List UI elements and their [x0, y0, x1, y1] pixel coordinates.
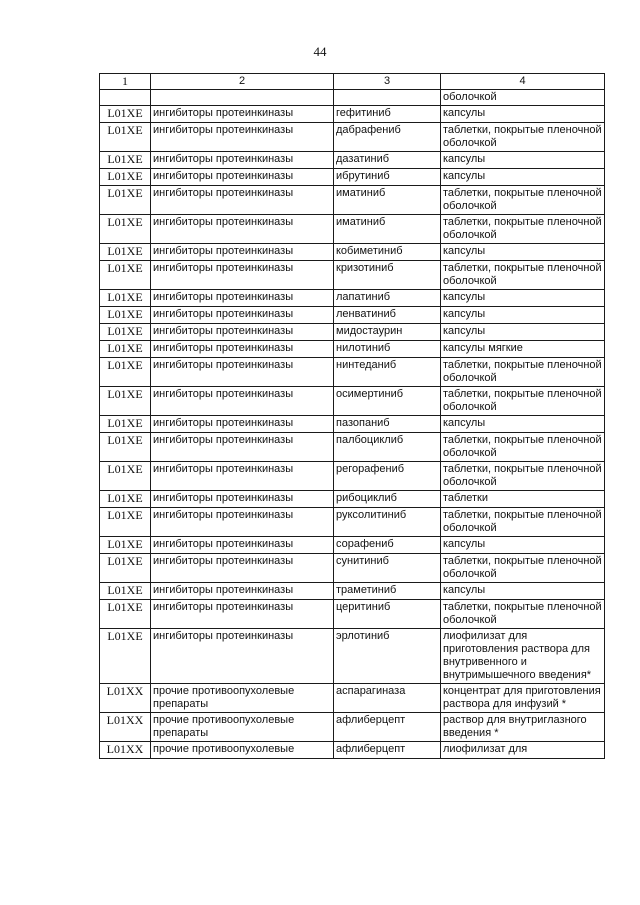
drug-name-cell: сорафениб: [334, 537, 441, 554]
dosage-form-cell: капсулы: [441, 152, 605, 169]
code-cell: L01XE: [100, 508, 151, 537]
group-cell: ингибиторы протеинкиназы: [151, 358, 334, 387]
dosage-form-cell: таблетки, покрытые пленочной оболочкой: [441, 186, 605, 215]
column-header: 4: [441, 74, 605, 90]
table-row: [100, 169, 605, 186]
table-row: [100, 90, 605, 106]
column-header: 3: [334, 74, 441, 90]
drug-name-cell: ленватиниб: [334, 307, 441, 324]
dosage-form-cell: капсулы: [441, 416, 605, 433]
table-row: [100, 324, 605, 341]
group-cell: ингибиторы протеинкиназы: [151, 290, 334, 307]
group-cell: ингибиторы протеинкиназы: [151, 462, 334, 491]
code-cell: L01XE: [100, 387, 151, 416]
group-cell: ингибиторы протеинкиназы: [151, 341, 334, 358]
group-cell: ингибиторы протеинкиназы: [151, 186, 334, 215]
code-cell: L01XE: [100, 186, 151, 215]
drug-name-cell: кризотиниб: [334, 261, 441, 290]
table-row: [100, 433, 605, 462]
table-row: [100, 152, 605, 169]
code-cell: L01XE: [100, 169, 151, 186]
table-row: [100, 244, 605, 261]
group-cell: прочие противоопухолевые препараты: [151, 713, 334, 742]
page-number: 44: [313, 44, 327, 59]
code-cell: L01XE: [100, 600, 151, 629]
dosage-form-cell: таблетки: [441, 491, 605, 508]
table-row: [100, 290, 605, 307]
drug-name-cell: регорафениб: [334, 462, 441, 491]
drug-name-cell: кобиметиниб: [334, 244, 441, 261]
dosage-form-cell: раствор для внутриглазного введения *: [441, 713, 605, 742]
dosage-form-cell: капсулы: [441, 169, 605, 186]
code-cell: L01XE: [100, 462, 151, 491]
dosage-form-cell: таблетки, покрытые пленочной оболочкой: [441, 261, 605, 290]
table-header-row: [100, 74, 605, 90]
group-cell: ингибиторы протеинкиназы: [151, 600, 334, 629]
group-cell: ингибиторы протеинкиназы: [151, 629, 334, 684]
group-cell: ингибиторы протеинкиназы: [151, 583, 334, 600]
group-cell: ингибиторы протеинкиназы: [151, 169, 334, 186]
dosage-form-cell: таблетки, покрытые пленочной оболочкой: [441, 600, 605, 629]
table-row: [100, 341, 605, 358]
table-row: [100, 629, 605, 684]
code-cell: L01XE: [100, 261, 151, 290]
table-row: [100, 462, 605, 491]
drug-name-cell: иматиниб: [334, 186, 441, 215]
drug-name-cell: сунитиниб: [334, 554, 441, 583]
drug-name-cell: мидостаурин: [334, 324, 441, 341]
code-cell: L01XE: [100, 554, 151, 583]
code-cell: L01XE: [100, 433, 151, 462]
dosage-form-cell: оболочкой: [441, 90, 605, 106]
drug-name-cell: дазатиниб: [334, 152, 441, 169]
table-row: [100, 261, 605, 290]
table-row: [100, 186, 605, 215]
column-header: 1: [100, 74, 151, 90]
dosage-form-cell: концентрат для приготовления раствора для инфузий *: [441, 684, 605, 713]
code-cell: L01XE: [100, 123, 151, 152]
dosage-form-cell: капсулы: [441, 106, 605, 123]
group-cell: ингибиторы протеинкиназы: [151, 106, 334, 123]
group-cell: ингибиторы протеинкиназы: [151, 387, 334, 416]
group-cell: ингибиторы протеинкиназы: [151, 554, 334, 583]
drug-name-cell: лапатиниб: [334, 290, 441, 307]
table-row: [100, 387, 605, 416]
drug-name-cell: эрлотиниб: [334, 629, 441, 684]
dosage-form-cell: таблетки, покрытые пленочной оболочкой: [441, 554, 605, 583]
group-cell: ингибиторы протеинкиназы: [151, 537, 334, 554]
code-cell: L01XE: [100, 629, 151, 684]
group-cell: ингибиторы протеинкиназы: [151, 261, 334, 290]
dosage-form-cell: капсулы: [441, 537, 605, 554]
drug-name-cell: нилотиниб: [334, 341, 441, 358]
code-cell: L01XE: [100, 290, 151, 307]
drug-name-cell: дабрафениб: [334, 123, 441, 152]
code-cell: [100, 90, 151, 106]
code-cell: L01XX: [100, 713, 151, 742]
table-row: [100, 537, 605, 554]
group-cell: ингибиторы протеинкиназы: [151, 123, 334, 152]
drug-name-cell: ибрутиниб: [334, 169, 441, 186]
code-cell: L01XE: [100, 106, 151, 123]
dosage-form-cell: таблетки, покрытые пленочной оболочкой: [441, 358, 605, 387]
table-row: [100, 508, 605, 537]
dosage-form-cell: капсулы: [441, 290, 605, 307]
code-cell: L01XX: [100, 684, 151, 713]
code-cell: L01XE: [100, 358, 151, 387]
dosage-form-cell: капсулы: [441, 324, 605, 341]
group-cell: прочие противоопухолевые: [151, 742, 334, 759]
code-cell: L01XE: [100, 341, 151, 358]
group-cell: ингибиторы протеинкиназы: [151, 508, 334, 537]
dosage-form-cell: таблетки, покрытые пленочной оболочкой: [441, 123, 605, 152]
drug-name-cell: аспарагиназа: [334, 684, 441, 713]
group-cell: ингибиторы протеинкиназы: [151, 152, 334, 169]
group-cell: ингибиторы протеинкиназы: [151, 433, 334, 462]
drug-name-cell: гефитиниб: [334, 106, 441, 123]
drug-name-cell: осимертиниб: [334, 387, 441, 416]
drug-name-cell: афлиберцепт: [334, 713, 441, 742]
code-cell: L01XE: [100, 215, 151, 244]
table-row: [100, 684, 605, 713]
table-row: [100, 554, 605, 583]
dosage-form-cell: капсулы: [441, 583, 605, 600]
drug-name-cell: пазопаниб: [334, 416, 441, 433]
table-row: [100, 307, 605, 324]
group-cell: ингибиторы протеинкиназы: [151, 491, 334, 508]
dosage-form-cell: лиофилизат для: [441, 742, 605, 759]
dosage-form-cell: капсулы мягкие: [441, 341, 605, 358]
table-row: [100, 491, 605, 508]
group-cell: ингибиторы протеинкиназы: [151, 324, 334, 341]
table-body: [100, 90, 605, 759]
drug-name-cell: иматиниб: [334, 215, 441, 244]
code-cell: L01XE: [100, 537, 151, 554]
table-row: [100, 742, 605, 759]
drug-name-cell: [334, 90, 441, 106]
dosage-form-cell: таблетки, покрытые пленочной оболочкой: [441, 387, 605, 416]
group-cell: ингибиторы протеинкиназы: [151, 307, 334, 324]
code-cell: L01XE: [100, 416, 151, 433]
group-cell: ингибиторы протеинкиназы: [151, 416, 334, 433]
drug-name-cell: нинтеданиб: [334, 358, 441, 387]
code-cell: L01XX: [100, 742, 151, 759]
drug-name-cell: руксолитиниб: [334, 508, 441, 537]
group-cell: ингибиторы протеинкиназы: [151, 215, 334, 244]
code-cell: L01XE: [100, 491, 151, 508]
table-row: [100, 123, 605, 152]
dosage-form-cell: лиофилизат для приготовления раствора для внутривенного и внутримышечного введения*: [441, 629, 605, 684]
table-row: [100, 358, 605, 387]
code-cell: L01XE: [100, 307, 151, 324]
code-cell: L01XE: [100, 244, 151, 261]
table-row: [100, 215, 605, 244]
dosage-form-cell: капсулы: [441, 307, 605, 324]
table-row: [100, 106, 605, 123]
group-cell: прочие противоопухолевые препараты: [151, 684, 334, 713]
code-cell: L01XE: [100, 583, 151, 600]
table-row: [100, 583, 605, 600]
drug-name-cell: рибоциклиб: [334, 491, 441, 508]
drug-name-cell: траметиниб: [334, 583, 441, 600]
dosage-form-cell: капсулы: [441, 244, 605, 261]
group-cell: [151, 90, 334, 106]
code-cell: L01XE: [100, 324, 151, 341]
table-row: [100, 713, 605, 742]
table-row: [100, 416, 605, 433]
dosage-form-cell: таблетки, покрытые пленочной оболочкой: [441, 215, 605, 244]
column-header: 2: [151, 74, 334, 90]
drug-table: [99, 73, 605, 759]
dosage-form-cell: таблетки, покрытые пленочной оболочкой: [441, 433, 605, 462]
code-cell: L01XE: [100, 152, 151, 169]
drug-name-cell: палбоциклиб: [334, 433, 441, 462]
group-cell: ингибиторы протеинкиназы: [151, 244, 334, 261]
drug-name-cell: афлиберцепт: [334, 742, 441, 759]
dosage-form-cell: таблетки, покрытые пленочной оболочкой: [441, 508, 605, 537]
dosage-form-cell: таблетки, покрытые пленочной оболочкой: [441, 462, 605, 491]
drug-name-cell: церитиниб: [334, 600, 441, 629]
table-row: [100, 600, 605, 629]
